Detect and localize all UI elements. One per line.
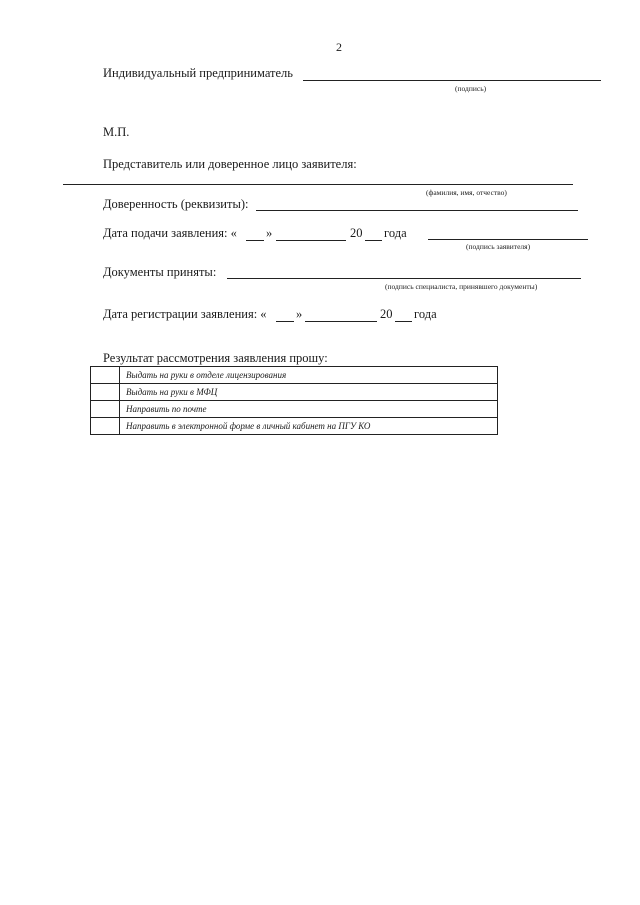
documents-accepted-label: Документы приняты: [103, 265, 217, 279]
registration-date-label: Дата регистрации заявления: « [103, 307, 267, 321]
result-option-label: Направить в электронной форме в личный кабинет на ПГУ КО [120, 418, 498, 435]
power-of-attorney-line[interactable] [256, 210, 578, 211]
entrepreneur-signature-caption: (подпись) [455, 84, 487, 93]
submission-year-prefix: 20 [350, 226, 363, 240]
registration-year-prefix: 20 [380, 307, 393, 321]
registration-month-field[interactable] [305, 321, 377, 322]
result-option-checkbox[interactable] [91, 384, 120, 401]
registration-year-suffix: года [414, 307, 437, 321]
result-option-row[interactable] [91, 418, 498, 435]
submission-day-field[interactable] [246, 240, 264, 241]
result-heading: Результат рассмотрения заявления прошу: [103, 351, 328, 365]
entrepreneur-label: Индивидуальный предприниматель [103, 66, 293, 80]
submission-month-field[interactable] [276, 240, 346, 241]
representative-name-caption: (фамилия, имя, отчество) [426, 188, 507, 197]
applicant-signature-line[interactable] [428, 239, 588, 240]
stamp-place: М.П. [103, 125, 130, 139]
result-option-checkbox[interactable] [91, 418, 120, 435]
result-option-label: Выдать на руки в МФЦ [120, 384, 498, 401]
registration-quote-close: » [296, 307, 303, 321]
result-options-table [90, 366, 498, 435]
result-option-label: Выдать на руки в отделе лицензирования [120, 367, 498, 384]
specialist-signature-caption: (подпись специалиста, принявшего документы) [385, 282, 538, 291]
submission-date-label: Дата подачи заявления: « [103, 226, 237, 240]
result-option-checkbox[interactable] [91, 367, 120, 384]
representative-name-line[interactable] [63, 184, 573, 185]
page-number: 2 [336, 40, 342, 54]
result-option-row[interactable] [91, 401, 498, 418]
entrepreneur-signature-line[interactable] [303, 80, 601, 81]
result-option-checkbox[interactable] [91, 401, 120, 418]
result-option-row[interactable] [91, 384, 498, 401]
result-option-row[interactable] [91, 367, 498, 384]
specialist-signature-line[interactable] [227, 278, 581, 279]
submission-quote-close: » [266, 226, 273, 240]
registration-year-field[interactable] [395, 321, 412, 322]
submission-year-field[interactable] [365, 240, 382, 241]
result-option-label: Направить по почте [120, 401, 498, 418]
submission-year-suffix: года [384, 226, 407, 240]
registration-day-field[interactable] [276, 321, 294, 322]
applicant-signature-caption: (подпись заявителя) [466, 242, 531, 251]
representative-label: Представитель или доверенное лицо заявителя: [103, 157, 357, 171]
power-of-attorney-label: Доверенность (реквизиты): [103, 197, 249, 211]
